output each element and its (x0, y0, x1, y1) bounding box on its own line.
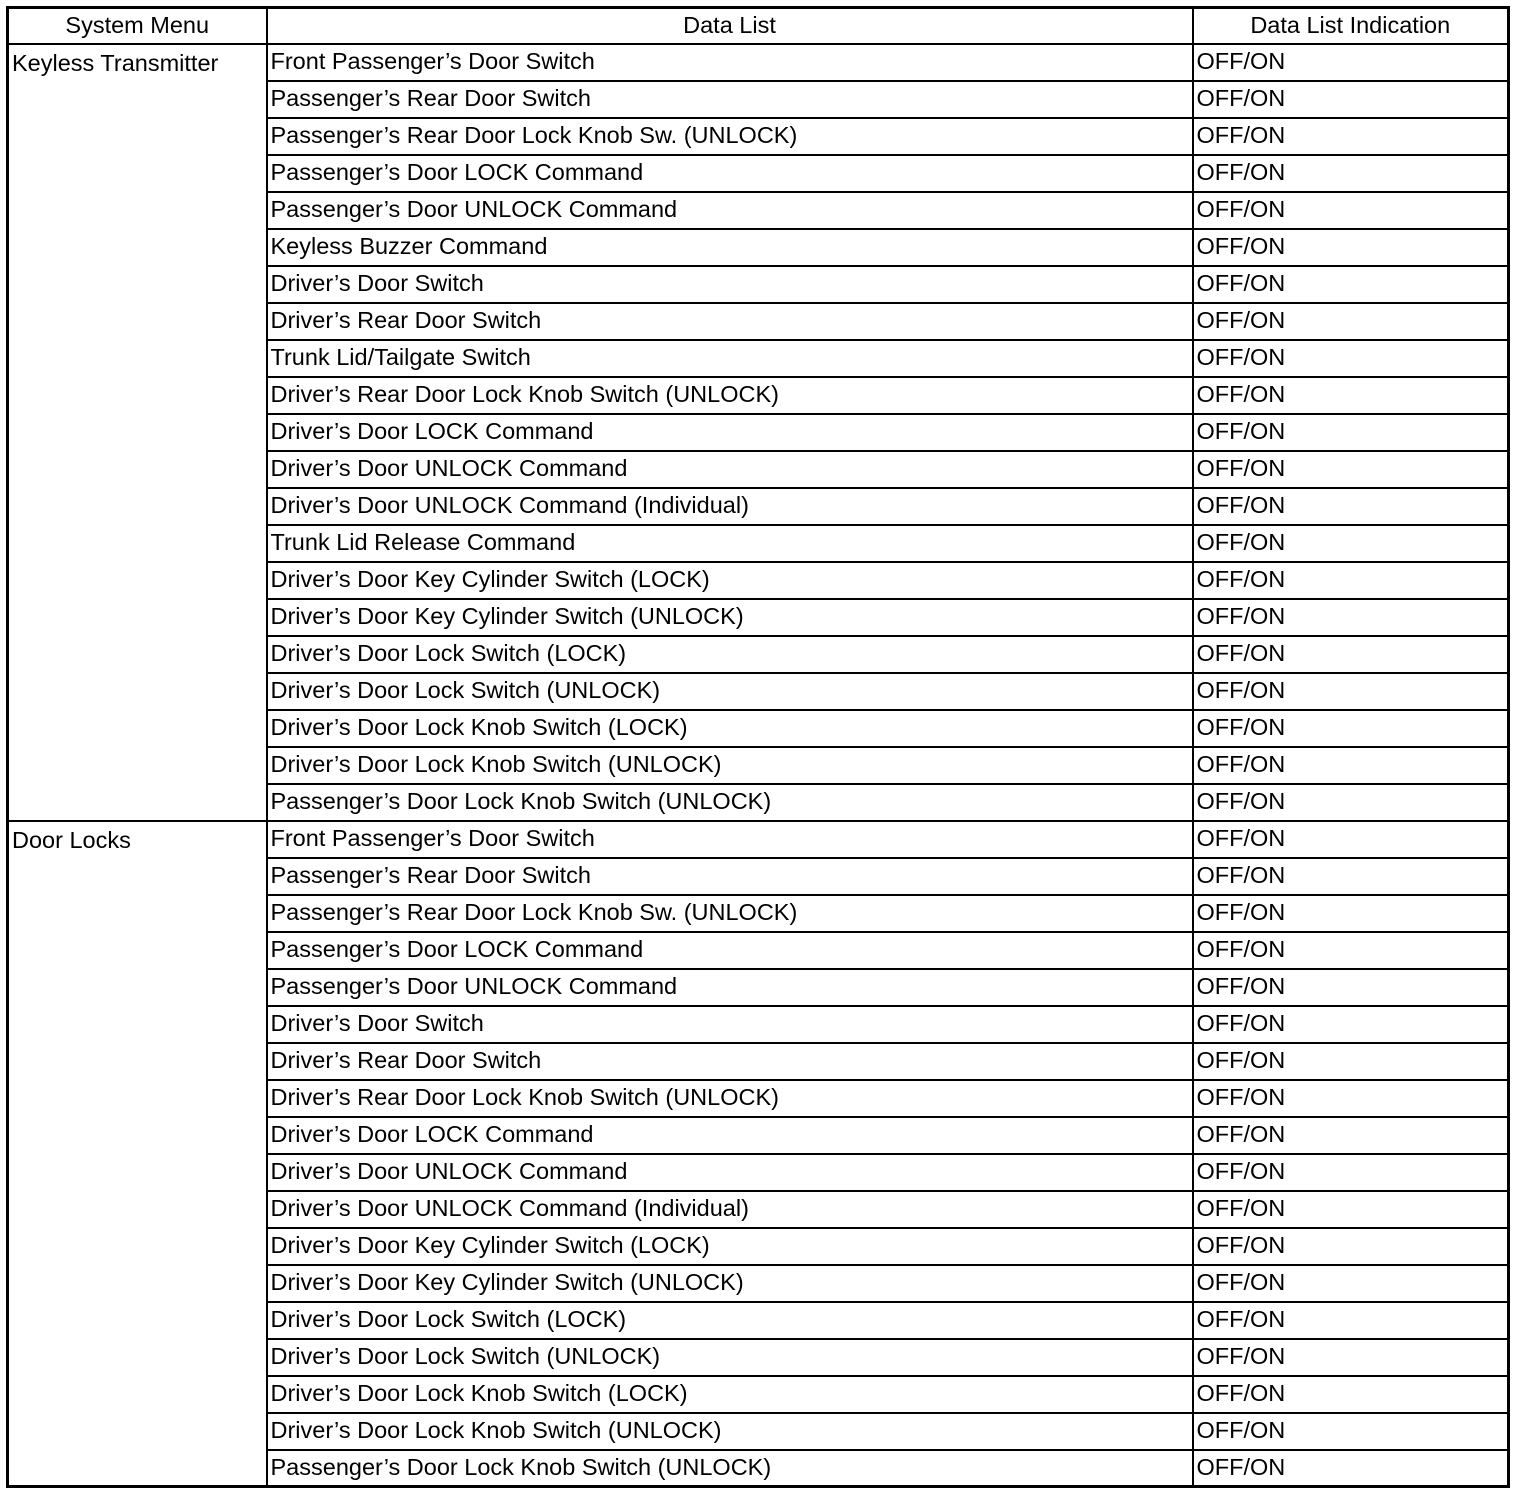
indication-cell: OFF/ON (1193, 1265, 1509, 1302)
indication-cell: OFF/ON (1193, 229, 1509, 266)
data-list-cell: Driver’s Door Key Cylinder Switch (UNLOCK) (267, 1265, 1193, 1302)
indication-cell: OFF/ON (1193, 895, 1509, 932)
data-list-cell: Passenger’s Door LOCK Command (267, 155, 1193, 192)
data-list-cell: Driver’s Door Lock Knob Switch (LOCK) (267, 1376, 1193, 1413)
data-list-cell: Driver’s Door Lock Knob Switch (LOCK) (267, 710, 1193, 747)
data-list-table (6, 6, 1510, 1488)
indication-cell: OFF/ON (1193, 377, 1509, 414)
indication-cell: OFF/ON (1193, 1302, 1509, 1339)
data-list-cell: Driver’s Door Lock Knob Switch (UNLOCK) (267, 747, 1193, 784)
table-body (8, 44, 1509, 1487)
data-list-cell: Driver’s Door UNLOCK Command (Individual) (267, 488, 1193, 525)
indication-cell: OFF/ON (1193, 488, 1509, 525)
indication-cell: OFF/ON (1193, 1043, 1509, 1080)
indication-cell: OFF/ON (1193, 932, 1509, 969)
data-list-cell: Keyless Buzzer Command (267, 229, 1193, 266)
indication-cell: OFF/ON (1193, 414, 1509, 451)
data-list-cell: Driver’s Door Key Cylinder Switch (LOCK) (267, 1228, 1193, 1265)
header-data-list-indication: Data List Indication (1193, 8, 1509, 44)
data-list-cell: Trunk Lid/Tailgate Switch (267, 340, 1193, 377)
indication-cell: OFF/ON (1193, 303, 1509, 340)
data-list-cell: Passenger’s Door Lock Knob Switch (UNLOCK) (267, 784, 1193, 821)
indication-cell: OFF/ON (1193, 1228, 1509, 1265)
data-list-cell: Driver’s Door Lock Knob Switch (UNLOCK) (267, 1413, 1193, 1450)
indication-cell: OFF/ON (1193, 525, 1509, 562)
indication-cell: OFF/ON (1193, 710, 1509, 747)
indication-cell: OFF/ON (1193, 340, 1509, 377)
data-list-cell: Passenger’s Door UNLOCK Command (267, 192, 1193, 229)
data-list-cell: Driver’s Door UNLOCK Command (Individual) (267, 1191, 1193, 1228)
indication-cell: OFF/ON (1193, 1339, 1509, 1376)
data-list-cell: Driver’s Door LOCK Command (267, 414, 1193, 451)
indication-cell: OFF/ON (1193, 118, 1509, 155)
data-list-cell: Passenger’s Rear Door Lock Knob Sw. (UNLOCK) (267, 895, 1193, 932)
system-menu-cell: Keyless Transmitter (8, 44, 267, 821)
data-list-cell: Front Passenger’s Door Switch (267, 821, 1193, 858)
data-list-cell: Driver’s Door Key Cylinder Switch (UNLOCK) (267, 599, 1193, 636)
data-list-cell: Driver’s Door Lock Switch (UNLOCK) (267, 1339, 1193, 1376)
data-list-cell: Passenger’s Door UNLOCK Command (267, 969, 1193, 1006)
indication-cell: OFF/ON (1193, 266, 1509, 303)
indication-cell: OFF/ON (1193, 1006, 1509, 1043)
data-list-cell: Passenger’s Rear Door Switch (267, 81, 1193, 118)
indication-cell: OFF/ON (1193, 81, 1509, 118)
indication-cell: OFF/ON (1193, 1191, 1509, 1228)
data-list-cell: Driver’s Door LOCK Command (267, 1117, 1193, 1154)
indication-cell: OFF/ON (1193, 1154, 1509, 1191)
indication-cell: OFF/ON (1193, 562, 1509, 599)
data-list-cell: Passenger’s Rear Door Lock Knob Sw. (UNLOCK) (267, 118, 1193, 155)
indication-cell: OFF/ON (1193, 1376, 1509, 1413)
indication-cell: OFF/ON (1193, 155, 1509, 192)
system-menu-cell: Door Locks (8, 821, 267, 1487)
data-list-cell: Driver’s Door UNLOCK Command (267, 451, 1193, 488)
data-list-cell: Passenger’s Rear Door Switch (267, 858, 1193, 895)
data-list-cell: Driver’s Door Switch (267, 1006, 1193, 1043)
header-row (8, 8, 1509, 44)
table-header (8, 8, 1509, 44)
indication-cell: OFF/ON (1193, 858, 1509, 895)
data-list-cell: Trunk Lid Release Command (267, 525, 1193, 562)
data-list-cell: Driver’s Rear Door Lock Knob Switch (UNLOCK) (267, 1080, 1193, 1117)
data-list-cell: Passenger’s Door Lock Knob Switch (UNLOCK) (267, 1450, 1193, 1487)
indication-cell: OFF/ON (1193, 451, 1509, 488)
indication-cell: OFF/ON (1193, 784, 1509, 821)
header-data-list: Data List (267, 8, 1193, 44)
data-list-cell: Driver’s Door Lock Switch (LOCK) (267, 636, 1193, 673)
indication-cell: OFF/ON (1193, 192, 1509, 229)
table-row (8, 821, 1509, 858)
data-list-cell: Driver’s Door UNLOCK Command (267, 1154, 1193, 1191)
data-list-cell: Driver’s Rear Door Switch (267, 303, 1193, 340)
indication-cell: OFF/ON (1193, 1080, 1509, 1117)
data-list-cell: Front Passenger’s Door Switch (267, 44, 1193, 81)
data-list-cell: Driver’s Rear Door Lock Knob Switch (UNLOCK) (267, 377, 1193, 414)
indication-cell: OFF/ON (1193, 44, 1509, 81)
indication-cell: OFF/ON (1193, 1450, 1509, 1487)
indication-cell: OFF/ON (1193, 599, 1509, 636)
indication-cell: OFF/ON (1193, 969, 1509, 1006)
indication-cell: OFF/ON (1193, 636, 1509, 673)
indication-cell: OFF/ON (1193, 673, 1509, 710)
data-list-cell: Passenger’s Door LOCK Command (267, 932, 1193, 969)
table-row (8, 44, 1509, 81)
indication-cell: OFF/ON (1193, 747, 1509, 784)
header-system-menu: System Menu (8, 8, 267, 44)
data-list-cell: Driver’s Rear Door Switch (267, 1043, 1193, 1080)
data-list-cell: Driver’s Door Key Cylinder Switch (LOCK) (267, 562, 1193, 599)
indication-cell: OFF/ON (1193, 1413, 1509, 1450)
indication-cell: OFF/ON (1193, 821, 1509, 858)
indication-cell: OFF/ON (1193, 1117, 1509, 1154)
data-list-cell: Driver’s Door Lock Switch (LOCK) (267, 1302, 1193, 1339)
data-list-cell: Driver’s Door Lock Switch (UNLOCK) (267, 673, 1193, 710)
data-list-cell: Driver’s Door Switch (267, 266, 1193, 303)
